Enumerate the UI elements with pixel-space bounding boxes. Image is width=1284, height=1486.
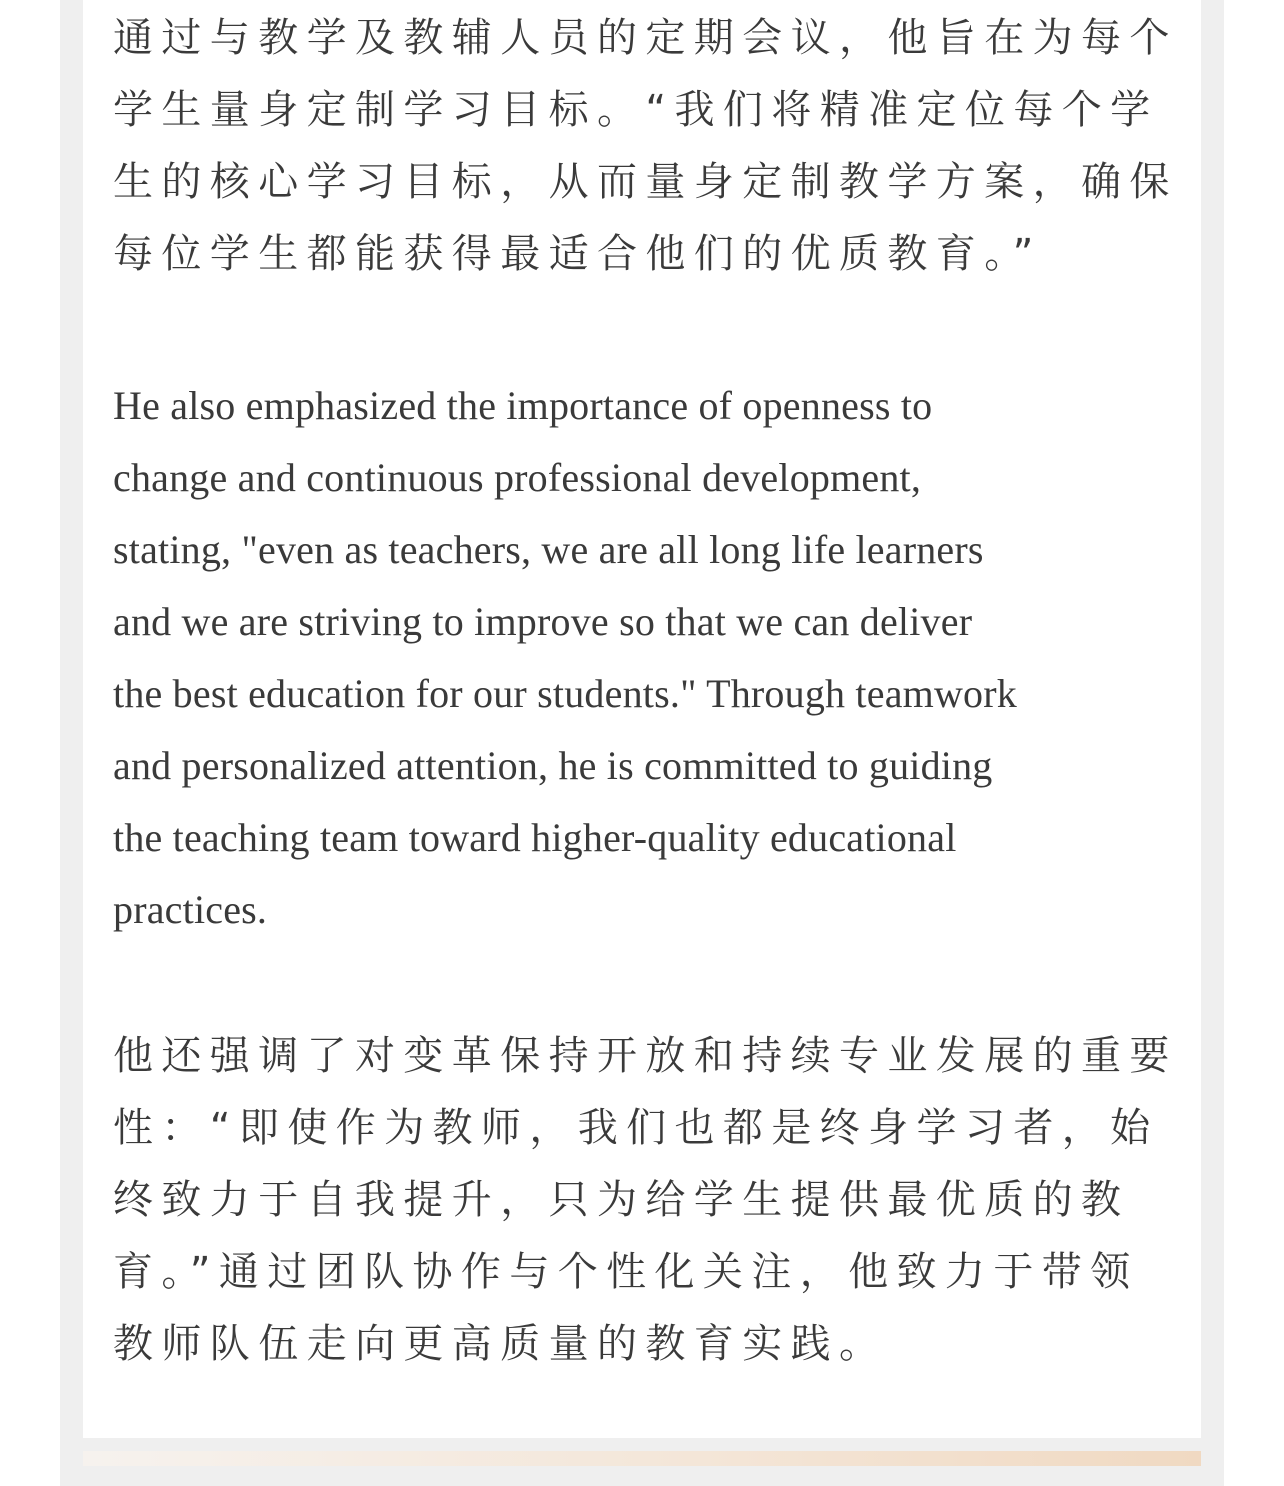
text-line: 他还强调了对变革保持开放和持续专业发展的重要 bbox=[113, 1033, 1178, 1079]
text-line: stating, "even as teachers, we are all long life learners bbox=[113, 527, 984, 572]
text-line: 教师队伍走向更高质量的教育实践。 bbox=[113, 1321, 888, 1367]
text-line: 学生量身定制学习目标。“我们将精准定位每个学 bbox=[113, 87, 1159, 133]
paragraph-zh-goals bbox=[113, 2, 1178, 290]
text-line: 生的核心学习目标，从而量身定制教学方案，确保 bbox=[113, 159, 1178, 205]
text-line: 通过与教学及教辅人员的定期会议，他旨在为每个 bbox=[113, 15, 1178, 61]
decorative-gradient-bar bbox=[83, 1451, 1201, 1466]
text-line: He also emphasized the importance of openness to bbox=[113, 383, 933, 428]
text-line: 每位学生都能获得最适合他们的优质教育。” bbox=[113, 231, 1042, 277]
text-line: the teaching team toward higher-quality educational bbox=[113, 815, 957, 860]
text-line: the best education for our students." Through teamwork bbox=[113, 671, 1017, 716]
paragraph-zh-openness bbox=[113, 1020, 1178, 1380]
text-line: 育。”通过团队协作与个性化关注，他致力于带领 bbox=[113, 1249, 1139, 1295]
text-line: 性：“即使作为教师，我们也都是终身学习者，始 bbox=[113, 1105, 1159, 1151]
text-line: and personalized attention, he is committed to guiding bbox=[113, 743, 993, 788]
text-line: practices. bbox=[113, 887, 268, 932]
text-line: and we are striving to improve so that we can deliver bbox=[113, 599, 973, 644]
text-line: change and continuous professional development, bbox=[113, 455, 922, 500]
text-line: 终致力于自我提升，只为给学生提供最优质的教 bbox=[113, 1177, 1130, 1223]
paragraph-en-openness bbox=[113, 370, 1017, 946]
